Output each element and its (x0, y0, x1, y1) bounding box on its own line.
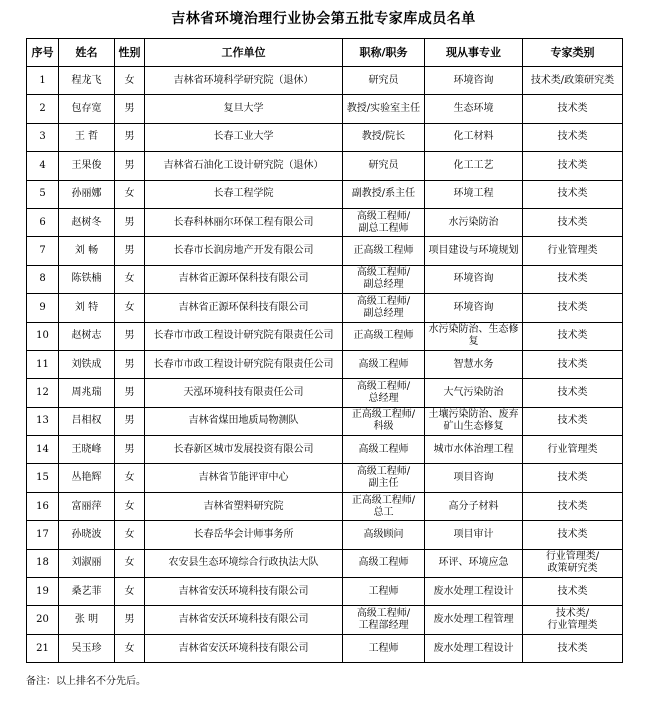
header-workplace: 工作单位 (145, 39, 343, 67)
cell-workplace: 吉林省塑料研究院 (145, 492, 343, 520)
cell-index: 7 (27, 237, 59, 265)
table-row (27, 634, 623, 662)
table-row (27, 208, 623, 236)
cell-category: 技术类 (523, 123, 623, 151)
cell-specialty: 化工工艺 (425, 152, 523, 180)
cell-index: 12 (27, 379, 59, 407)
cell-name: 孙晓波 (59, 521, 115, 549)
cell-specialty: 项目咨询 (425, 464, 523, 492)
cell-gender: 女 (115, 67, 145, 95)
cell-name: 孙丽娜 (59, 180, 115, 208)
table-row (27, 237, 623, 265)
cell-index: 17 (27, 521, 59, 549)
cell-category: 技术类 (523, 208, 623, 236)
cell-category: 技术类 (523, 578, 623, 606)
cell-category: 行业管理类 (523, 237, 623, 265)
cell-index: 9 (27, 294, 59, 322)
table-row (27, 436, 623, 464)
cell-title-position: 工程师 (343, 634, 425, 662)
cell-gender: 女 (115, 634, 145, 662)
cell-specialty: 水污染防治 (425, 208, 523, 236)
cell-gender: 男 (115, 350, 145, 378)
cell-title-position: 正高级工程师 (343, 322, 425, 350)
cell-title-position: 高级工程师/ 副总经理 (343, 294, 425, 322)
cell-specialty: 废水处理工程管理 (425, 606, 523, 634)
cell-title-position: 高级工程师 (343, 436, 425, 464)
cell-title-position: 副教授/系主任 (343, 180, 425, 208)
cell-index: 18 (27, 549, 59, 577)
cell-specialty: 智慧水务 (425, 350, 523, 378)
document-title: 吉林省环境治理行业协会第五批专家库成员名单 (171, 11, 476, 27)
cell-workplace: 长春科林丽尔环保工程有限公司 (145, 208, 343, 236)
cell-name: 刘 特 (59, 294, 115, 322)
footnote: 备注：以上排名不分先后。 (26, 676, 146, 687)
cell-gender: 男 (115, 606, 145, 634)
cell-index: 2 (27, 95, 59, 123)
cell-name: 赵树志 (59, 322, 115, 350)
cell-name: 刘铁成 (59, 350, 115, 378)
cell-name: 程龙飞 (59, 67, 115, 95)
table-row (27, 123, 623, 151)
cell-workplace: 吉林省环境科学研究院（退休） (145, 67, 343, 95)
cell-name: 包存宽 (59, 95, 115, 123)
cell-index: 3 (27, 123, 59, 151)
table-row (27, 152, 623, 180)
table-row (27, 95, 623, 123)
cell-workplace: 吉林省正源环保科技有限公司 (145, 294, 343, 322)
cell-index: 1 (27, 67, 59, 95)
table-body (27, 67, 623, 663)
cell-gender: 男 (115, 95, 145, 123)
cell-title-position: 高级工程师 (343, 350, 425, 378)
cell-category: 技术类 (523, 350, 623, 378)
cell-specialty: 环境咨询 (425, 294, 523, 322)
table-row (27, 350, 623, 378)
cell-specialty: 废水处理工程设计 (425, 634, 523, 662)
cell-workplace: 吉林省正源环保科技有限公司 (145, 265, 343, 293)
cell-category: 技术类 (523, 407, 623, 435)
cell-gender: 女 (115, 294, 145, 322)
cell-index: 6 (27, 208, 59, 236)
cell-category: 技术类 (523, 152, 623, 180)
table-row (27, 294, 623, 322)
cell-index: 19 (27, 578, 59, 606)
cell-category: 技术类 (523, 294, 623, 322)
cell-index: 10 (27, 322, 59, 350)
cell-name: 桑艺菲 (59, 578, 115, 606)
header-title-position: 职称/职务 (343, 39, 425, 67)
cell-workplace: 长春市市政工程设计研究院有限责任公司 (145, 350, 343, 378)
cell-gender: 女 (115, 578, 145, 606)
cell-name: 张 明 (59, 606, 115, 634)
header-category: 专家类别 (523, 39, 623, 67)
cell-workplace: 长春新区城市发展投资有限公司 (145, 436, 343, 464)
cell-title-position: 高级工程师/ 副主任 (343, 464, 425, 492)
cell-category: 技术类/ 行业管理类 (523, 606, 623, 634)
cell-specialty: 环境咨询 (425, 67, 523, 95)
cell-workplace: 吉林省节能评审中心 (145, 464, 343, 492)
cell-workplace: 吉林省煤田地质局物测队 (145, 407, 343, 435)
table-row (27, 606, 623, 634)
cell-specialty: 环境工程 (425, 180, 523, 208)
cell-name: 王 哲 (59, 123, 115, 151)
cell-specialty: 废水处理工程设计 (425, 578, 523, 606)
cell-name: 吴玉珍 (59, 634, 115, 662)
table-row (27, 67, 623, 95)
cell-category: 技术类/政策研究类 (523, 67, 623, 95)
cell-title-position: 高级顾问 (343, 521, 425, 549)
table-row (27, 521, 623, 549)
cell-category: 技术类 (523, 322, 623, 350)
cell-index: 16 (27, 492, 59, 520)
table-row (27, 492, 623, 520)
cell-title-position: 高级工程师/ 工程部经理 (343, 606, 425, 634)
cell-workplace: 农安县生态环境综合行政执法大队 (145, 549, 343, 577)
cell-category: 技术类 (523, 521, 623, 549)
cell-index: 11 (27, 350, 59, 378)
cell-index: 15 (27, 464, 59, 492)
cell-index: 4 (27, 152, 59, 180)
cell-category: 行业管理类/ 政策研究类 (523, 549, 623, 577)
cell-category: 技术类 (523, 634, 623, 662)
cell-gender: 男 (115, 407, 145, 435)
cell-gender: 男 (115, 152, 145, 180)
cell-workplace: 吉林省石油化工设计研究院（退休） (145, 152, 343, 180)
cell-name: 王果俊 (59, 152, 115, 180)
cell-specialty: 化工材料 (425, 123, 523, 151)
cell-title-position: 高级工程师/ 副总工程师 (343, 208, 425, 236)
cell-workplace: 复旦大学 (145, 95, 343, 123)
cell-gender: 男 (115, 208, 145, 236)
cell-index: 21 (27, 634, 59, 662)
cell-name: 富丽萍 (59, 492, 115, 520)
cell-name: 刘 畅 (59, 237, 115, 265)
cell-gender: 男 (115, 237, 145, 265)
cell-specialty: 大气污染防治 (425, 379, 523, 407)
cell-category: 技术类 (523, 265, 623, 293)
cell-name: 陈铁楠 (59, 265, 115, 293)
cell-title-position: 教授/实验室主任 (343, 95, 425, 123)
cell-gender: 女 (115, 492, 145, 520)
table-header-row (27, 39, 623, 67)
cell-title-position: 高级工程师/ 副总经理 (343, 265, 425, 293)
cell-title-position: 教授/院长 (343, 123, 425, 151)
cell-workplace: 长春工业大学 (145, 123, 343, 151)
cell-index: 5 (27, 180, 59, 208)
expert-table (26, 38, 623, 663)
cell-gender: 女 (115, 549, 145, 577)
table-row (27, 549, 623, 577)
cell-title-position: 高级工程师/ 总经理 (343, 379, 425, 407)
cell-workplace: 长春岳华会计师事务所 (145, 521, 343, 549)
cell-index: 8 (27, 265, 59, 293)
cell-gender: 女 (115, 180, 145, 208)
cell-gender: 男 (115, 322, 145, 350)
cell-index: 14 (27, 436, 59, 464)
cell-workplace: 吉林省安沃环境科技有限公司 (145, 606, 343, 634)
table-row (27, 322, 623, 350)
cell-specialty: 环评、环境应急 (425, 549, 523, 577)
cell-specialty: 水污染防治、生态修复 (425, 322, 523, 350)
cell-workplace: 长春工程学院 (145, 180, 343, 208)
cell-category: 技术类 (523, 180, 623, 208)
cell-specialty: 项目审计 (425, 521, 523, 549)
cell-title-position: 正高级工程师 (343, 237, 425, 265)
cell-category: 技术类 (523, 379, 623, 407)
cell-index: 13 (27, 407, 59, 435)
table-row (27, 407, 623, 435)
cell-workplace: 吉林省安沃环境科技有限公司 (145, 578, 343, 606)
cell-specialty: 土壤污染防治、废弃矿山生态修复 (425, 407, 523, 435)
cell-title-position: 研究员 (343, 67, 425, 95)
table-row (27, 379, 623, 407)
table-row (27, 578, 623, 606)
cell-name: 吕相权 (59, 407, 115, 435)
table-row (27, 265, 623, 293)
cell-category: 技术类 (523, 464, 623, 492)
cell-gender: 女 (115, 464, 145, 492)
cell-gender: 男 (115, 436, 145, 464)
cell-name: 刘淑丽 (59, 549, 115, 577)
header-gender: 性别 (115, 39, 145, 67)
header-specialty: 现从事专业 (425, 39, 523, 67)
cell-gender: 女 (115, 265, 145, 293)
cell-specialty: 生态环境 (425, 95, 523, 123)
cell-gender: 女 (115, 521, 145, 549)
cell-name: 周兆瑞 (59, 379, 115, 407)
cell-workplace: 长春市市政工程设计研究院有限责任公司 (145, 322, 343, 350)
cell-gender: 男 (115, 123, 145, 151)
cell-specialty: 城市水体治理工程 (425, 436, 523, 464)
cell-name: 赵树冬 (59, 208, 115, 236)
cell-name: 王晓峰 (59, 436, 115, 464)
cell-gender: 男 (115, 379, 145, 407)
cell-index: 20 (27, 606, 59, 634)
cell-category: 技术类 (523, 95, 623, 123)
cell-category: 技术类 (523, 492, 623, 520)
cell-title-position: 正高级工程师/ 总工 (343, 492, 425, 520)
cell-workplace: 长春市长润房地产开发有限公司 (145, 237, 343, 265)
table-row (27, 180, 623, 208)
cell-workplace: 天泓环境科技有限责任公司 (145, 379, 343, 407)
cell-title-position: 研究员 (343, 152, 425, 180)
table-row (27, 464, 623, 492)
cell-title-position: 工程师 (343, 578, 425, 606)
cell-specialty: 环境咨询 (425, 265, 523, 293)
cell-title-position: 高级工程师 (343, 549, 425, 577)
header-index: 序号 (27, 39, 59, 67)
cell-workplace: 吉林省安沃环境科技有限公司 (145, 634, 343, 662)
header-name: 姓名 (59, 39, 115, 67)
cell-title-position: 正高级工程师/ 科级 (343, 407, 425, 435)
cell-specialty: 项目建设与环境规划 (425, 237, 523, 265)
cell-specialty: 高分子材料 (425, 492, 523, 520)
cell-name: 丛艳辉 (59, 464, 115, 492)
cell-category: 行业管理类 (523, 436, 623, 464)
